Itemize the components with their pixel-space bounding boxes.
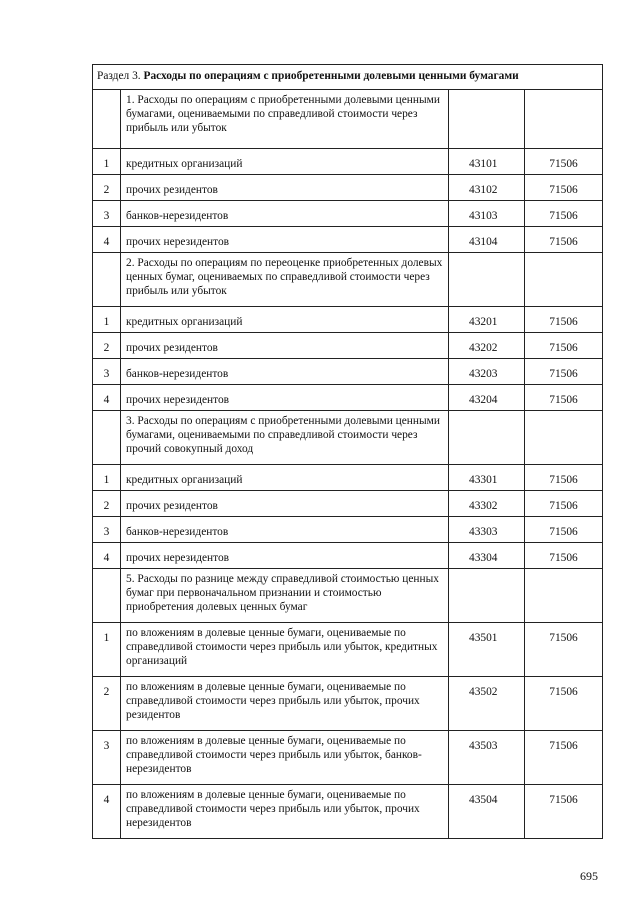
empty-cell xyxy=(449,253,525,307)
empty-cell xyxy=(449,411,525,465)
row-number: 4 xyxy=(93,385,121,411)
symbol-code: 71506 xyxy=(525,491,603,517)
table-row xyxy=(93,465,603,491)
symbol-code: 71506 xyxy=(525,307,603,333)
symbol-code: 71506 xyxy=(525,785,603,839)
row-description: банков-нерезидентов xyxy=(121,201,449,227)
empty-cell xyxy=(93,411,121,465)
account-code: 43103 xyxy=(449,201,525,227)
account-code: 43104 xyxy=(449,227,525,253)
account-code: 43301 xyxy=(449,465,525,491)
account-code: 43102 xyxy=(449,175,525,201)
row-number: 2 xyxy=(93,175,121,201)
row-description: кредитных организаций xyxy=(121,307,449,333)
group-title: 1. Расходы по операциям с приобретенными долевыми ценными бумагами, оцениваемыми по справедливой стоимости через прибыль или убыток xyxy=(121,90,449,149)
row-description: прочих нерезидентов xyxy=(121,385,449,411)
empty-cell xyxy=(525,90,603,149)
symbol-code: 71506 xyxy=(525,465,603,491)
group-header-row xyxy=(93,569,603,623)
row-number: 3 xyxy=(93,201,121,227)
symbol-code: 71506 xyxy=(525,731,603,785)
row-number: 2 xyxy=(93,677,121,731)
group-header-row xyxy=(93,90,603,149)
row-description: по вложениям в долевые ценные бумаги, оцениваемые по справедливой стоимости через прибыль или убыток, прочих резидентов xyxy=(121,677,449,731)
section-prefix: Раздел 3. xyxy=(97,70,141,82)
row-number: 4 xyxy=(93,227,121,253)
row-description: прочих нерезидентов xyxy=(121,543,449,569)
row-number: 1 xyxy=(93,623,121,677)
symbol-code: 71506 xyxy=(525,227,603,253)
row-number: 2 xyxy=(93,491,121,517)
row-description: прочих резидентов xyxy=(121,175,449,201)
row-number: 3 xyxy=(93,517,121,543)
symbol-code: 71506 xyxy=(525,149,603,175)
symbol-code: 71506 xyxy=(525,517,603,543)
table-row xyxy=(93,785,603,839)
row-description: кредитных организаций xyxy=(121,465,449,491)
empty-cell xyxy=(525,253,603,307)
table-row xyxy=(93,201,603,227)
table-row xyxy=(93,359,603,385)
table-row xyxy=(93,517,603,543)
account-code: 43302 xyxy=(449,491,525,517)
table-row xyxy=(93,385,603,411)
empty-cell xyxy=(525,411,603,465)
section-title xyxy=(93,65,603,90)
row-number: 1 xyxy=(93,465,121,491)
group-header-row xyxy=(93,253,603,307)
row-description: банков-нерезидентов xyxy=(121,359,449,385)
table-row xyxy=(93,677,603,731)
table-row xyxy=(93,307,603,333)
table-row xyxy=(93,227,603,253)
account-code: 43501 xyxy=(449,623,525,677)
empty-cell xyxy=(93,569,121,623)
group-title: 5. Расходы по разнице между справедливой стоимостью ценных бумаг при первоначальном признании и стоимостью приобретения долевых ценных бумаг xyxy=(121,569,449,623)
account-code: 43303 xyxy=(449,517,525,543)
account-code: 43504 xyxy=(449,785,525,839)
row-number: 4 xyxy=(93,785,121,839)
row-number: 4 xyxy=(93,543,121,569)
accounts-table xyxy=(92,64,603,839)
symbol-code: 71506 xyxy=(525,385,603,411)
table-row xyxy=(93,623,603,677)
symbol-code: 71506 xyxy=(525,677,603,731)
account-code: 43204 xyxy=(449,385,525,411)
table-row xyxy=(93,543,603,569)
table-row xyxy=(93,333,603,359)
table-row xyxy=(93,175,603,201)
symbol-code: 71506 xyxy=(525,333,603,359)
empty-cell xyxy=(525,569,603,623)
account-code: 43202 xyxy=(449,333,525,359)
account-code: 43304 xyxy=(449,543,525,569)
row-description: прочих резидентов xyxy=(121,491,449,517)
account-code: 43503 xyxy=(449,731,525,785)
account-code: 43502 xyxy=(449,677,525,731)
row-number: 1 xyxy=(93,149,121,175)
table-row xyxy=(93,491,603,517)
row-description: кредитных организаций xyxy=(121,149,449,175)
symbol-code: 71506 xyxy=(525,623,603,677)
group-title: 3. Расходы по операциям с приобретенными долевыми ценными бумагами, оцениваемыми по справедливой стоимости через прочий совокупный доход xyxy=(121,411,449,465)
row-number: 2 xyxy=(93,333,121,359)
account-code: 43203 xyxy=(449,359,525,385)
section-header-row xyxy=(93,65,603,90)
row-description: прочих резидентов xyxy=(121,333,449,359)
row-description: по вложениям в долевые ценные бумаги, оцениваемые по справедливой стоимости через прибыль или убыток, кредитных организаций xyxy=(121,623,449,677)
section-title-text: Расходы по операциям с приобретенными долевыми ценными бумагами xyxy=(143,70,519,82)
empty-cell xyxy=(93,90,121,149)
row-number: 1 xyxy=(93,307,121,333)
row-number: 3 xyxy=(93,359,121,385)
empty-cell xyxy=(449,569,525,623)
page-number: 695 xyxy=(580,869,598,883)
symbol-code: 71506 xyxy=(525,201,603,227)
symbol-code: 71506 xyxy=(525,543,603,569)
empty-cell xyxy=(93,253,121,307)
row-description: по вложениям в долевые ценные бумаги, оцениваемые по справедливой стоимости через прибыль или убыток, прочих нерезидентов xyxy=(121,785,449,839)
account-code: 43201 xyxy=(449,307,525,333)
symbol-code: 71506 xyxy=(525,359,603,385)
account-code: 43101 xyxy=(449,149,525,175)
symbol-code: 71506 xyxy=(525,175,603,201)
table-row xyxy=(93,149,603,175)
table-row xyxy=(93,731,603,785)
row-description: прочих нерезидентов xyxy=(121,227,449,253)
group-title: 2. Расходы по операциям по переоценке приобретенных долевых ценных бумаг, оцениваемых по справедливой стоимости через прибыль или убыток xyxy=(121,253,449,307)
row-description: по вложениям в долевые ценные бумаги, оцениваемые по справедливой стоимости через прибыль или убыток, банков-нерезидентов xyxy=(121,731,449,785)
row-description: банков-нерезидентов xyxy=(121,517,449,543)
row-number: 3 xyxy=(93,731,121,785)
group-header-row xyxy=(93,411,603,465)
empty-cell xyxy=(449,90,525,149)
